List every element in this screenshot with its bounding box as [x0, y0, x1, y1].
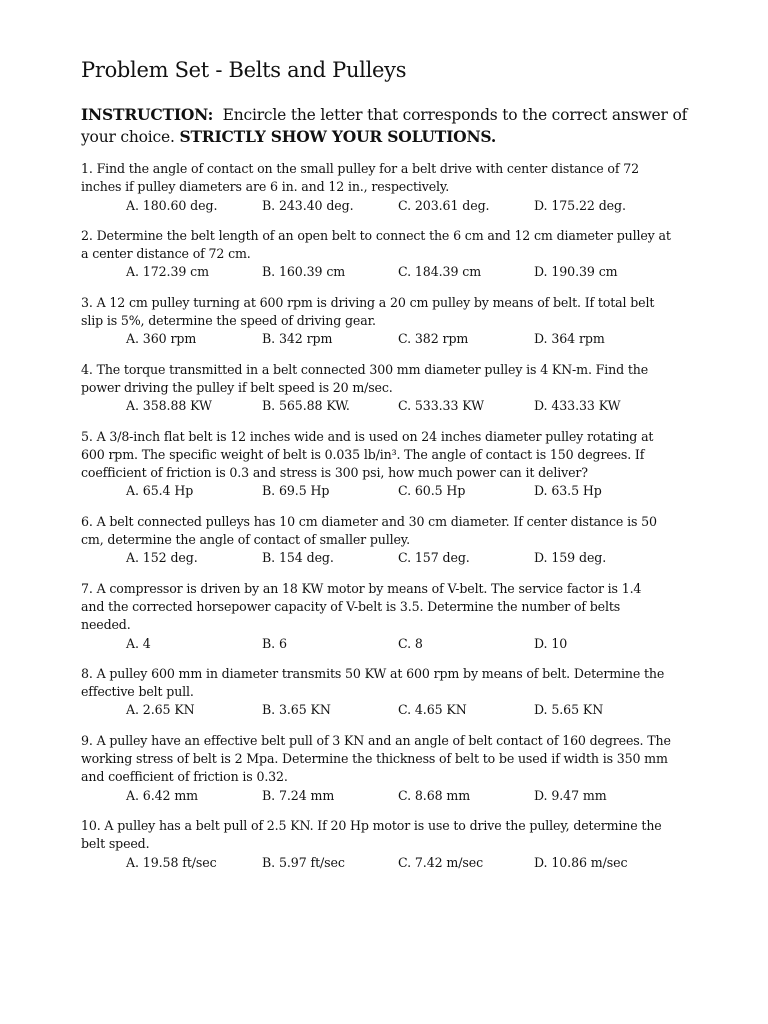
answer-choice[interactable]: C. 184.39 cm: [398, 264, 482, 280]
instruction-label: INSTRUCTION:: [81, 105, 214, 124]
answer-choice[interactable]: A. 65.4 Hp: [126, 483, 194, 499]
answer-choice[interactable]: C. 382 rpm: [398, 331, 469, 347]
answer-choice[interactable]: C. 60.5 Hp: [398, 483, 466, 499]
question-line: a center distance of 72 cm.: [81, 246, 251, 262]
question-line: inches if pulley diameters are 6 in. and 12 in., respectively.: [81, 179, 450, 195]
answer-choice[interactable]: D. 175.22 deg.: [534, 197, 626, 213]
question-line: and coefficient of friction is 0.32.: [81, 769, 288, 785]
question-line: 9. A pulley have an effective belt pull of 3 KN and an angle of belt contact of 160 degrees. The: [81, 732, 671, 748]
answer-choice[interactable]: C. 7.42 m/sec: [398, 854, 484, 870]
question-line: needed.: [81, 617, 131, 633]
answer-choices: [81, 397, 691, 415]
question-line: 7. A compressor is driven by an 18 KW motor by means of V-belt. The service factor is 1.4: [81, 580, 642, 596]
answer-choices: [81, 549, 691, 567]
problem-question: [81, 732, 691, 787]
question-line: belt speed.: [81, 836, 150, 852]
answer-choices: [81, 482, 691, 500]
problem-question: [81, 817, 691, 854]
answer-choices: [81, 635, 691, 653]
question-line: 8. A pulley 600 mm in diameter transmits 50 KW at 600 rpm by means of belt. Determine the: [81, 665, 665, 681]
answer-choice[interactable]: A. 4: [126, 635, 151, 651]
answer-choice[interactable]: B. 7.24 mm: [262, 787, 335, 803]
problem-question: [81, 428, 691, 483]
question-line: coefficient of friction is 0.3 and stress is 300 psi, how much power can it deliver?: [81, 465, 588, 481]
problem-set-page: [81, 56, 691, 884]
problem-list: [81, 160, 691, 872]
answer-choice[interactable]: D. 10.86 m/sec: [534, 854, 628, 870]
answer-choices: [81, 854, 691, 872]
problem-question: [81, 294, 691, 331]
problem-item: [81, 817, 691, 872]
answer-choice[interactable]: B. 160.39 cm: [262, 264, 346, 280]
problem-item: [81, 160, 691, 215]
answer-choices: [81, 330, 691, 348]
problem-question: [81, 361, 691, 398]
problem-item: [81, 665, 691, 720]
question-line: working stress of belt is 2 Mpa. Determine the thickness of belt to be used if width is 350 mm: [81, 751, 668, 767]
answer-choice[interactable]: C. 8.68 mm: [398, 787, 471, 803]
answer-choice[interactable]: B. 342 rpm: [262, 331, 333, 347]
answer-choice[interactable]: A. 152 deg.: [126, 550, 198, 566]
answer-choice[interactable]: D. 364 rpm: [534, 331, 605, 347]
question-line: and the corrected horsepower capacity of V-belt is 3.5. Determine the number of belts: [81, 598, 621, 614]
answer-choice[interactable]: C. 8: [398, 635, 423, 651]
question-line: 10. A pulley has a belt pull of 2.5 KN. If 20 Hp motor is use to drive the pulley, determine the: [81, 817, 662, 833]
answer-choice[interactable]: B. 565.88 KW.: [262, 398, 350, 414]
answer-choice[interactable]: A. 180.60 deg.: [126, 197, 218, 213]
instruction-strict: STRICTLY SHOW YOUR SOLUTIONS.: [179, 127, 497, 146]
problem-question: [81, 227, 691, 264]
answer-choices: [81, 263, 691, 281]
answer-choice[interactable]: C. 4.65 KN: [398, 702, 467, 718]
answer-choices: [81, 787, 691, 805]
page-title: Problem Set - Belts and Pulleys: [81, 58, 407, 82]
answer-choice[interactable]: D. 159 deg.: [534, 550, 607, 566]
problem-item: [81, 732, 691, 805]
answer-choice[interactable]: C. 203.61 deg.: [398, 197, 490, 213]
question-line: 5. A 3/8-inch flat belt is 12 inches wide and is used on 24 inches diameter pulley rotating at: [81, 428, 654, 444]
answer-choices: [81, 197, 691, 215]
answer-choice[interactable]: D. 5.65 KN: [534, 702, 604, 718]
instruction-text: Encircle the letter that corresponds to the correct answer of your choice.: [81, 106, 688, 146]
answer-choice[interactable]: B. 69.5 Hp: [262, 483, 330, 499]
problem-question: [81, 160, 691, 197]
question-line: 3. A 12 cm pulley turning at 600 rpm is driving a 20 cm pulley by means of belt. If total belt: [81, 294, 655, 310]
answer-choice[interactable]: A. 19.58 ft/sec: [126, 854, 217, 870]
question-line: 600 rpm. The specific weight of belt is 0.035 lb/in³. The angle of contact is 150 degrees. If: [81, 446, 645, 462]
answer-choice[interactable]: A. 172.39 cm: [126, 264, 209, 280]
instruction: [81, 104, 691, 148]
answer-choice[interactable]: A. 360 rpm: [126, 331, 197, 347]
question-line: cm, determine the angle of contact of smaller pulley.: [81, 532, 410, 548]
answer-choice[interactable]: D. 63.5 Hp: [534, 483, 602, 499]
problem-item: [81, 361, 691, 416]
answer-choice[interactable]: B. 6: [262, 635, 287, 651]
answer-choice[interactable]: A. 2.65 KN: [126, 702, 195, 718]
answer-choice[interactable]: D. 10: [534, 635, 568, 651]
problem-question: [81, 580, 691, 635]
problem-question: [81, 513, 691, 550]
answer-choice[interactable]: C. 157 deg.: [398, 550, 470, 566]
answer-choice[interactable]: A. 6.42 mm: [126, 787, 199, 803]
problem-item: [81, 428, 691, 501]
question-line: 6. A belt connected pulleys has 10 cm diameter and 30 cm diameter. If center distance is 50: [81, 513, 657, 529]
question-line: effective belt pull.: [81, 684, 194, 700]
question-line: slip is 5%, determine the speed of driving gear.: [81, 313, 376, 329]
problem-item: [81, 513, 691, 568]
answer-choice[interactable]: D. 9.47 mm: [534, 787, 607, 803]
answer-choices: [81, 701, 691, 719]
answer-choice[interactable]: D. 190.39 cm: [534, 264, 618, 280]
problem-item: [81, 580, 691, 653]
problem-item: [81, 227, 691, 282]
problem-item: [81, 294, 691, 349]
question-line: 1. Find the angle of contact on the small pulley for a belt drive with center distance of 72: [81, 161, 639, 176]
answer-choice[interactable]: B. 3.65 KN: [262, 702, 331, 718]
question-line: 2. Determine the belt length of an open belt to connect the 6 cm and 12 cm diameter pulley at: [81, 227, 671, 243]
answer-choice[interactable]: D. 433.33 KW: [534, 398, 621, 414]
answer-choice[interactable]: B. 154 deg.: [262, 550, 334, 566]
answer-choice[interactable]: B. 5.97 ft/sec: [262, 854, 345, 870]
answer-choice[interactable]: C. 533.33 KW: [398, 398, 484, 414]
answer-choice[interactable]: B. 243.40 deg.: [262, 197, 354, 213]
question-line: power driving the pulley if belt speed is 20 m/sec.: [81, 379, 393, 395]
answer-choice[interactable]: A. 358.88 KW: [126, 398, 212, 414]
problem-question: [81, 665, 691, 702]
question-line: 4. The torque transmitted in a belt connected 300 mm diameter pulley is 4 KN-m. Find the: [81, 361, 649, 377]
